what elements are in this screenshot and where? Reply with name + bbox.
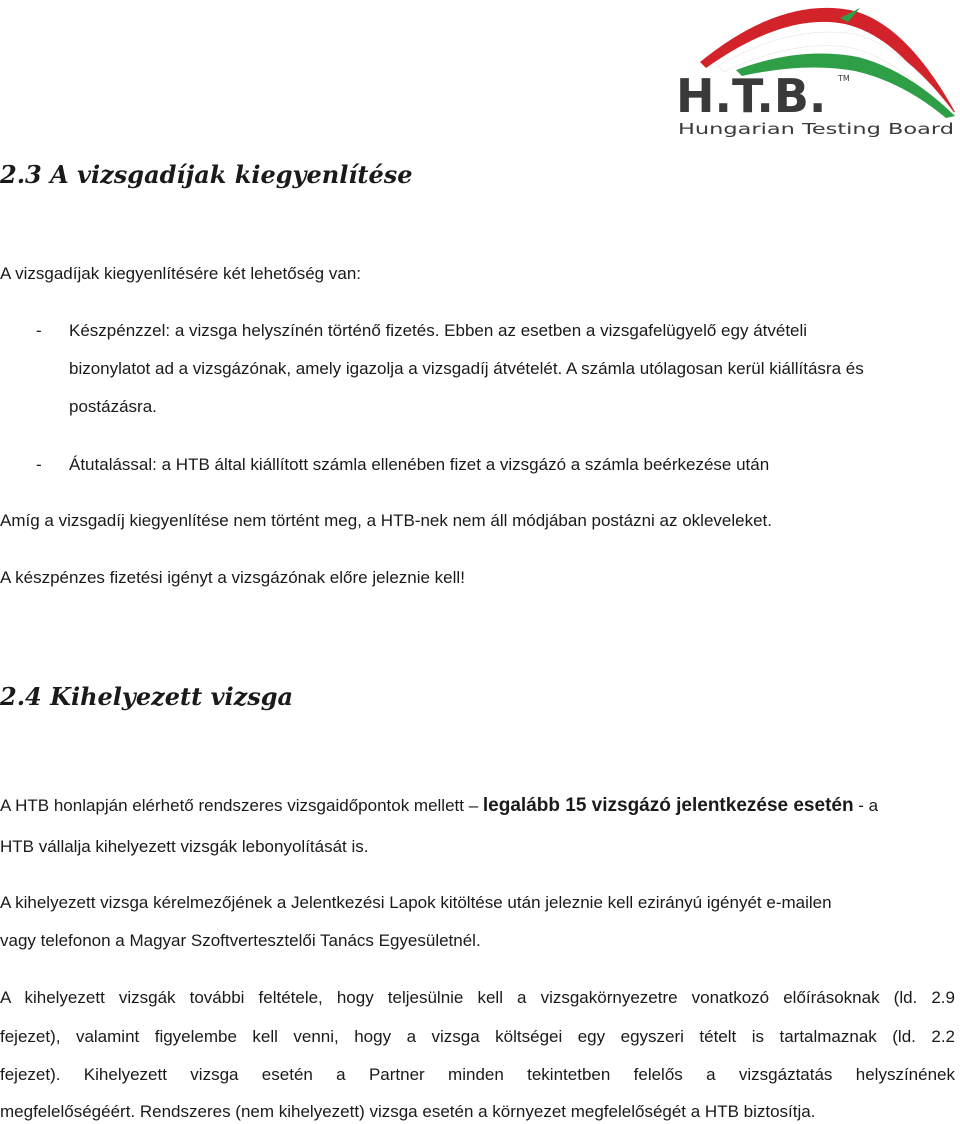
section-2-4-p3-line-1: A kihelyezett vizsgák további feltétele, hogy teljesülnie kell a vizsgakörnyezetre vonatkozó előírásoknak (ld. 2.9: [0, 988, 955, 1007]
section-2-3-note-2: A készpénzes fizetési igényt a vizsgázónak előre jeleznie kell!: [0, 568, 465, 587]
bullet-transfer-line-1: Átutalással: a HTB által kiállított számla ellenében fizet a vizsgázó a számla beérkezése után: [69, 455, 770, 474]
bullet-cash-line-2: bizonylatot ad a vizsgázónak, amely igazolja a vizsgadíj átvételét. A számla utólagosan kerül kiállításra és: [69, 359, 864, 378]
p1-post-text: - a: [853, 796, 879, 815]
htb-logo: [670, 2, 958, 142]
section-2-4-p3-line-2: fejezet), valamint figyelembe kell venni, hogy a vizsga költségei egy egyszeri tételt is tartalmaznak (ld. 2.2: [0, 1027, 955, 1046]
section-2-4-p1-line-1: [0, 796, 955, 816]
bullet-cash-line-3: postázásra.: [69, 397, 157, 416]
bullet-marker-cash: -: [36, 321, 42, 340]
section-2-4-p2-line-2: vagy telefonon a Magyar Szoftvertesztelői Tanács Egyesületnél.: [0, 931, 481, 950]
section-2-4-heading: 2.4 Kihelyezett vizsga: [0, 682, 294, 711]
logo-tm-text: TM: [838, 74, 850, 83]
logo-main-text: H.T.B.: [676, 69, 827, 123]
section-2-4-p3-line-3: fejezet). Kihelyezett vizsga esetén a Partner minden tekintetben felelős a vizsgáztatás helyszínének: [0, 1065, 955, 1084]
section-2-4-p3-line-4: megfelelőségéért. Rendszeres (nem kihelyezett) vizsga esetén a környezet megfelelőségét a HTB biztosítja.: [0, 1102, 816, 1121]
section-2-4-p2-line-1: A kihelyezett vizsga kérelmezőjének a Jelentkezési Lapok kitöltése után jeleznie kell ezirányú igényét e-mailen: [0, 893, 832, 912]
section-2-4-p1-line-2: HTB vállalja kihelyezett vizsgák lebonyolítását is.: [0, 837, 369, 856]
section-2-3-note-1: Amíg a vizsgadíj kiegyenlítése nem történt meg, a HTB-nek nem áll módjában postázni az okleveleket.: [0, 511, 772, 530]
section-2-3-heading: 2.3 A vizsgadíjak kiegyenlítése: [0, 160, 413, 189]
p1-bold-text: legalább 15 vizsgázó jelentkezése esetén: [482, 795, 854, 816]
htb-logo-graphic: [670, 2, 958, 142]
p1-pre-text: A HTB honlapján elérhető rendszeres vizsgaidőpontok mellett –: [0, 796, 483, 815]
bullet-marker-transfer: -: [36, 455, 42, 474]
section-2-3-intro: A vizsgadíjak kiegyenlítésére két lehetőség van:: [0, 264, 361, 283]
logo-subtitle-text: Hungarian Testing Board: [678, 120, 954, 138]
bullet-cash-line-1: Készpénzzel: a vizsga helyszínén történő fizetés. Ebben az esetben a vizsgafelügyelő egy átvételi: [69, 321, 808, 340]
